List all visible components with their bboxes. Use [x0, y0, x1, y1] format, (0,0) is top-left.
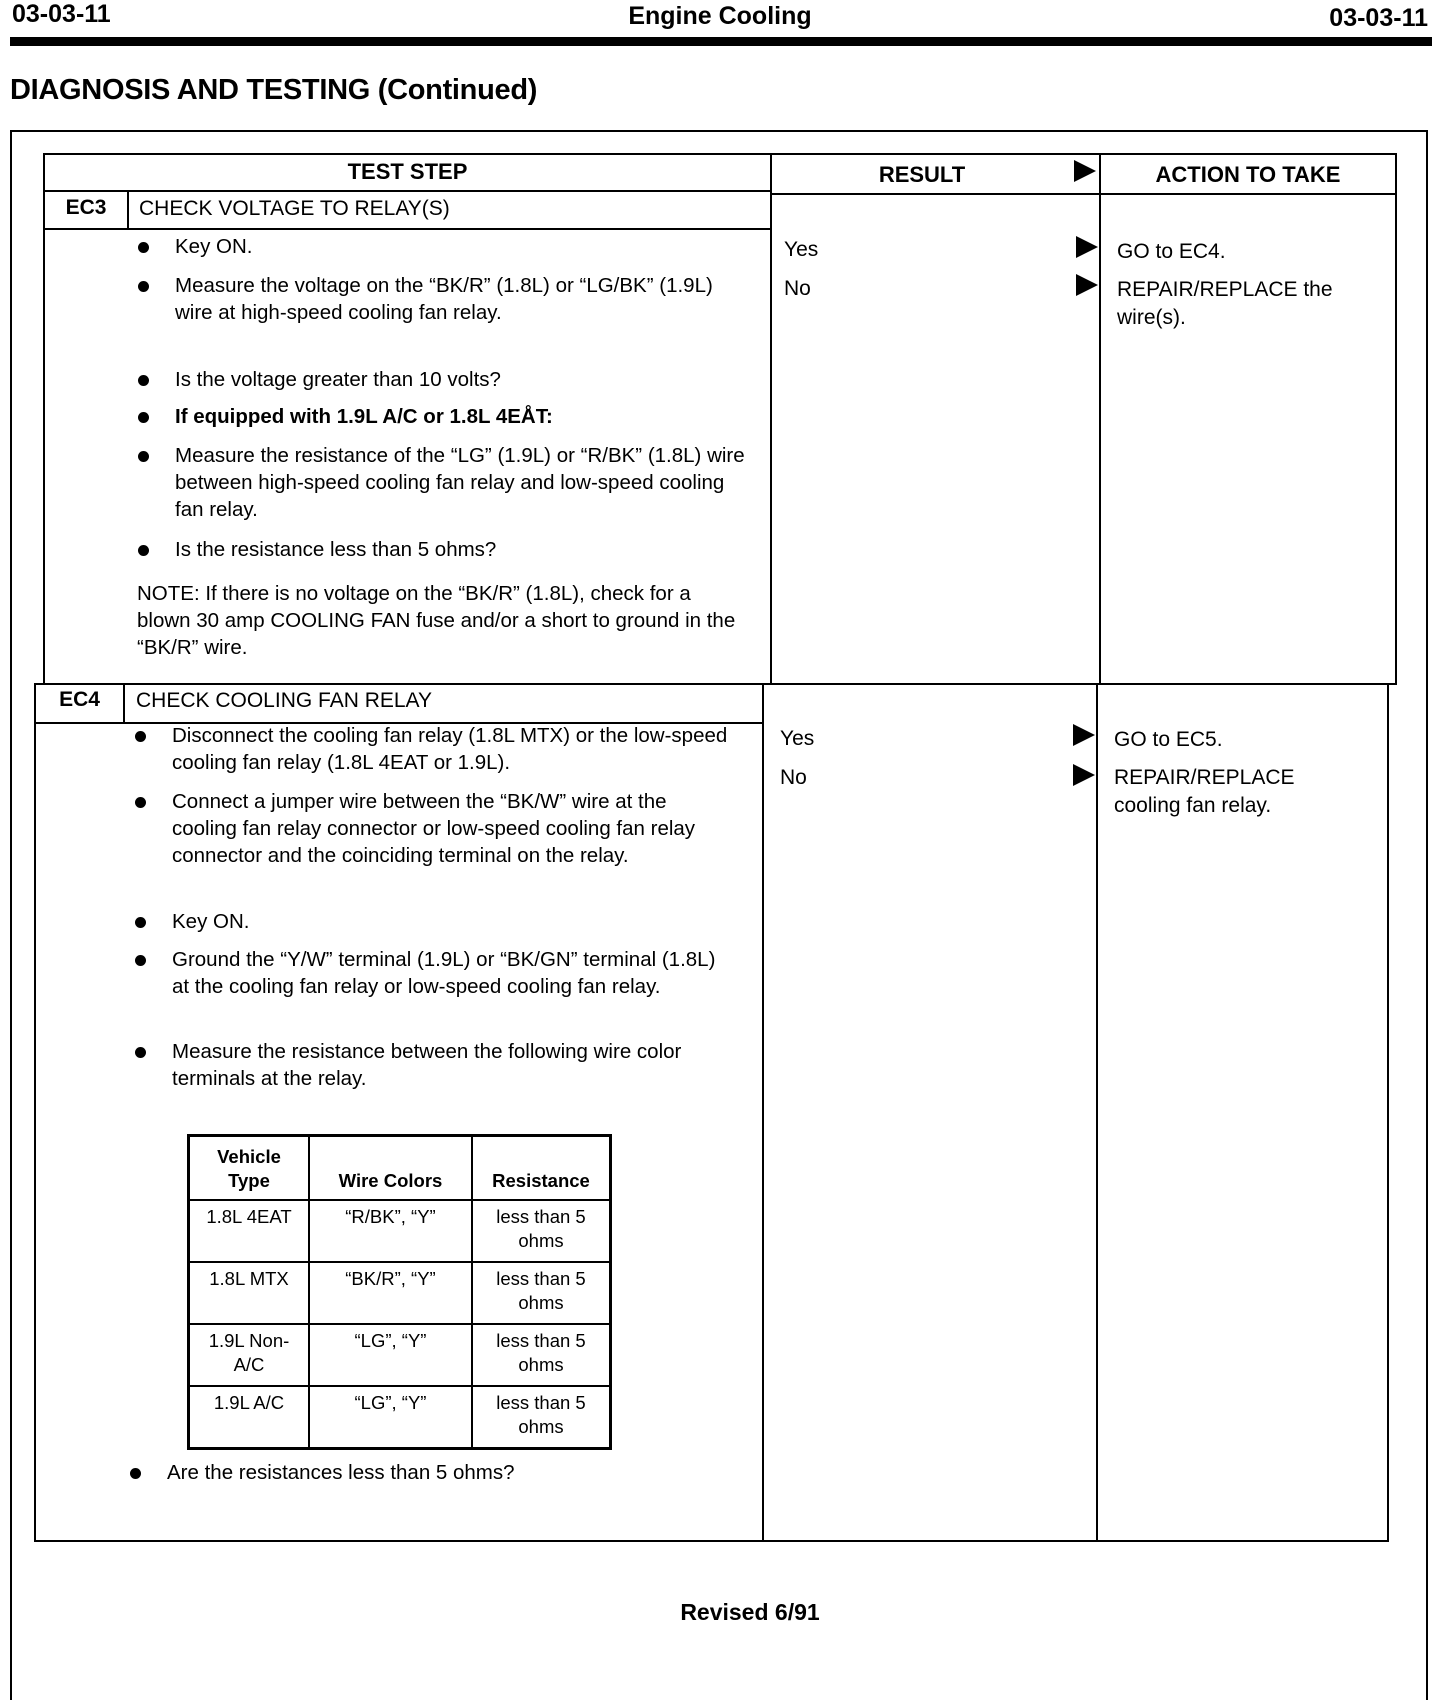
vehicle-type-cell: 1.9L A/C [189, 1386, 310, 1449]
ec3-action-no: REPAIR/REPLACE the wire(s). [1117, 278, 1333, 329]
step-title-ec4: CHECK COOLING FAN RELAY [136, 689, 433, 712]
test-step-heading: TEST STEP [347, 159, 468, 184]
page-title: Engine Cooling [628, 2, 812, 30]
table-right-border-upper [1395, 153, 1397, 683]
step-title-ec3: CHECK VOLTAGE TO RELAY(S) [139, 197, 450, 220]
header-resistance: Resistance [472, 1136, 611, 1201]
wire-colors-cell: “LG”, “Y” [309, 1324, 472, 1386]
table-right-border-lower [1387, 683, 1389, 1542]
bullet-icon [138, 451, 149, 462]
ec4-bullet: Ground the “Y/W” terminal (1.9L) or “BK/GN” terminal (1.8L) at the cooling fan relay or low-speed cooling fan relay. [172, 946, 737, 1000]
bullet-icon [138, 375, 149, 386]
table-left-border-upper [43, 153, 45, 683]
ec4-yes-arrow-icon [1073, 724, 1095, 746]
step-id-ec4: EC4 [59, 688, 100, 711]
ec4-bullet: Measure the resistance between the following wire color terminals at the relay. [172, 1038, 732, 1092]
bullet-icon [138, 545, 149, 556]
bullet-icon [135, 955, 146, 966]
ec4-result-no: No [780, 766, 807, 789]
result-header-rule [770, 193, 1397, 195]
wire-colors-cell: “BK/R”, “Y” [309, 1262, 472, 1324]
ec3-result-yes: Yes [784, 238, 819, 261]
ec4-no-arrow-icon [1073, 764, 1095, 786]
action-column-divider-upper [1099, 153, 1101, 683]
step-id-ec3: EC3 [65, 196, 107, 219]
table-left-border-lower [34, 683, 36, 1542]
header-wire-colors: Wire Colors [309, 1136, 472, 1201]
result-column-divider-lower [762, 683, 764, 1542]
bullet-icon [135, 797, 146, 808]
result-column-divider-upper [770, 153, 772, 683]
action-heading: ACTION TO TAKE [1155, 162, 1341, 187]
bullet-icon [138, 242, 149, 253]
vehicle-type-cell: 1.9L Non-A/C [189, 1324, 310, 1386]
ec4-id-divider [123, 683, 125, 724]
bullet-icon [138, 281, 149, 292]
table-top-border [43, 153, 1396, 155]
ec3-bullet: Is the voltage greater than 10 volts? [175, 366, 745, 393]
ec4-action-yes: GO to EC5. [1114, 728, 1223, 751]
resistance-table-header [189, 1136, 611, 1201]
wire-colors-cell: “R/BK”, “Y” [309, 1200, 472, 1262]
ec4-bullet: Key ON. [172, 908, 742, 935]
header-rule [10, 37, 1432, 46]
bullet-icon [135, 917, 146, 928]
resistance-cell: less than 5 ohms [472, 1200, 611, 1262]
ec3-id-divider [127, 190, 129, 230]
ec4-bullet: Disconnect the cooling fan relay (1.8L MTX) or the low-speed cooling fan relay (1.8L 4EAT or 1.9L). [172, 722, 742, 776]
table-row [189, 1200, 611, 1262]
table-bottom-border [34, 1540, 1389, 1542]
ec3-bullet: Measure the resistance of the “LG” (1.9L) or “R/BK” (1.8L) wire between high-speed cooling fan relay and low-speed cooling fan relay. [175, 442, 750, 523]
page-number-right: 03-03-11 [1329, 4, 1428, 32]
vehicle-type-cell: 1.8L MTX [189, 1262, 310, 1324]
test-step-header-rule [43, 190, 772, 192]
action-column-divider-lower [1096, 683, 1098, 1542]
table-row [189, 1386, 611, 1449]
resistance-cell: less than 5 ohms [472, 1324, 611, 1386]
ec3-title-rule [43, 228, 772, 230]
revision-footer: Revised 6/91 [680, 1599, 820, 1625]
bullet-icon [135, 1047, 146, 1058]
vehicle-type-cell: 1.8L 4EAT [189, 1200, 310, 1262]
ec3-note: NOTE: If there is no voltage on the “BK/R” (1.8L), check for a blown 30 amp COOLING FAN fuse and/or a short to ground in the “BK/R” wire. [137, 582, 736, 659]
section-title: DIAGNOSIS AND TESTING (Continued) [10, 74, 538, 106]
result-heading: RESULT [878, 162, 966, 187]
ec3-bullet: Is the resistance less than 5 ohms? [175, 536, 745, 563]
ec3-bullet: Measure the voltage on the “BK/R” (1.8L) or “LG/BK” (1.9L) wire at high-speed cooling fan relay. [175, 272, 735, 326]
ec3-no-arrow-icon [1076, 274, 1098, 296]
ec4-bullet: Are the resistances less than 5 ohms? [167, 1459, 737, 1486]
ec3-action-yes: GO to EC4. [1117, 240, 1226, 263]
resistance-cell: less than 5 ohms [472, 1262, 611, 1324]
result-arrow-icon [1074, 160, 1096, 182]
resistance-cell: less than 5 ohms [472, 1386, 611, 1449]
ec3-bullet: Key ON. [175, 233, 745, 260]
bullet-icon [135, 731, 146, 742]
ec4-action-no: REPAIR/REPLACE cooling fan relay. [1114, 766, 1295, 817]
ec3-result-no: No [784, 277, 811, 300]
ec3-yes-arrow-icon [1076, 236, 1098, 258]
table-row [189, 1324, 611, 1386]
ec4-bullet: Connect a jumper wire between the “BK/W” wire at the cooling fan relay connector or low-speed cooling fan relay connector and the coinciding terminal on the relay. [172, 788, 737, 869]
ec4-result-yes: Yes [780, 727, 815, 750]
header-vehicle-type: Vehicle Type [189, 1136, 310, 1201]
step-separator [34, 683, 1397, 685]
table-row [189, 1262, 611, 1324]
bullet-icon [138, 412, 149, 423]
ec3-bullet: If equipped with 1.9L A/C or 1.8L 4EÅT: [175, 403, 745, 430]
resistance-table [187, 1134, 612, 1450]
wire-colors-cell: “LG”, “Y” [309, 1386, 472, 1449]
page-number-left: 03-03-11 [12, 0, 111, 28]
bullet-icon [130, 1468, 141, 1479]
